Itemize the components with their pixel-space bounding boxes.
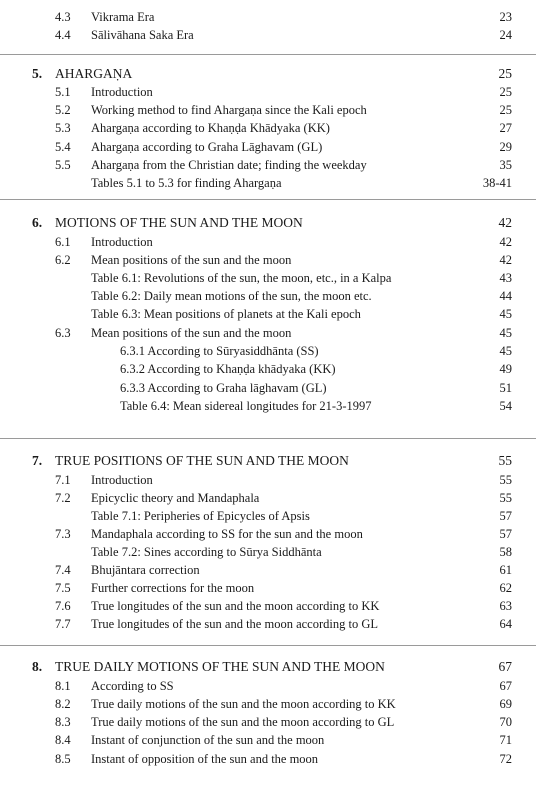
- toc-entry: [0, 119, 536, 137]
- toc-entry: [0, 615, 536, 633]
- entry-title: 6.3.2 According to Khaṇḍa khādyaka (KK): [120, 362, 336, 376]
- entry-title: Bhujāntara correction: [91, 563, 200, 577]
- entry-number: 6.3: [55, 326, 71, 340]
- toc-entry: [0, 561, 536, 579]
- entry-page-number: 63: [499, 599, 512, 613]
- toc-entry: [0, 713, 536, 731]
- toc-entry: [0, 489, 536, 507]
- entry-page-number: 42: [499, 253, 512, 267]
- entry-number: 5.1: [55, 85, 71, 99]
- entry-page-number: 67: [499, 679, 512, 693]
- entry-title: Table 7.1: Peripheries of Epicycles of Apsis: [91, 509, 310, 523]
- entry-page-number: 55: [499, 473, 512, 487]
- toc-entry: [0, 156, 536, 174]
- toc-entry: [0, 83, 536, 101]
- toc-entry: [0, 26, 536, 44]
- entry-page-number: 54: [499, 399, 512, 413]
- entry-number: 8.: [32, 659, 43, 674]
- entry-page-number: 57: [499, 509, 512, 523]
- entry-number: 5.: [32, 66, 43, 81]
- chapter-entry: [0, 65, 536, 83]
- entry-title: Table 6.3: Mean positions of planets at the Kali epoch: [91, 307, 361, 321]
- entry-title: Table 6.4: Mean sidereal longitudes for 21-3-1997: [120, 399, 372, 413]
- entry-page-number: 42: [498, 215, 512, 230]
- section-divider: [0, 54, 536, 55]
- entry-title: Mean positions of the sun and the moon: [91, 253, 292, 267]
- entry-title: Table 6.2: Daily mean motions of the sun, the moon etc.: [91, 289, 372, 303]
- entry-page-number: 44: [499, 289, 512, 303]
- entry-page-number: 29: [499, 140, 512, 154]
- entry-title: 6.3.1 According to Sūryasiddhānta (SS): [120, 344, 319, 358]
- entry-title: AHARGAṆA: [55, 66, 133, 81]
- entry-page-number: 72: [499, 752, 512, 766]
- entry-page-number: 25: [499, 85, 512, 99]
- entry-title: True longitudes of the sun and the moon according to KK: [91, 599, 380, 613]
- entry-page-number: 23: [499, 10, 512, 24]
- entry-number: 8.4: [55, 733, 71, 747]
- entry-page-number: 57: [499, 527, 512, 541]
- entry-page-number: 49: [499, 362, 512, 376]
- toc-entry: [0, 695, 536, 713]
- toc-entry: [0, 507, 536, 525]
- entry-number: 5.3: [55, 121, 71, 135]
- entry-title: True daily motions of the sun and the moon according to KK: [91, 697, 396, 711]
- entry-page-number: 42: [499, 235, 512, 249]
- section-divider: [0, 438, 536, 439]
- section-divider: [0, 645, 536, 646]
- entry-page-number: 55: [499, 491, 512, 505]
- entry-number: 7.1: [55, 473, 71, 487]
- entry-page-number: 55: [498, 453, 512, 468]
- toc-entry: [0, 305, 536, 323]
- entry-title: Mean positions of the sun and the moon: [91, 326, 292, 340]
- entry-page-number: 25: [498, 66, 512, 81]
- entry-title: Ahargaṇa according to Graha Lāghavam (GL): [91, 140, 323, 154]
- entry-number: 8.3: [55, 715, 71, 729]
- entry-title: Introduction: [91, 85, 153, 99]
- entry-title: Ahargaṇa from the Christian date; finding the weekday: [91, 158, 367, 172]
- entry-number: 7.2: [55, 491, 71, 505]
- entry-number: 5.2: [55, 103, 71, 117]
- entry-page-number: 38-41: [482, 176, 512, 190]
- entry-title: TRUE DAILY MOTIONS OF THE SUN AND THE MOON: [55, 659, 385, 674]
- entry-title: Introduction: [91, 473, 153, 487]
- toc-entry: [0, 269, 536, 287]
- entry-title: Working method to find Ahargaṇa since the Kali epoch: [91, 103, 367, 117]
- entry-title: Table 7.2: Sines according to Sūrya Siddhānta: [91, 545, 322, 559]
- entry-page-number: 45: [499, 344, 512, 358]
- entry-title: TRUE POSITIONS OF THE SUN AND THE MOON: [55, 453, 349, 468]
- entry-title: Introduction: [91, 235, 153, 249]
- chapter-entry: [0, 452, 536, 470]
- entry-page-number: 70: [499, 715, 512, 729]
- entry-title: 6.3.3 According to Graha lāghavam (GL): [120, 381, 327, 395]
- entry-number: 7.4: [55, 563, 71, 577]
- toc-entry: [0, 750, 536, 768]
- entry-title: Further corrections for the moon: [91, 581, 255, 595]
- toc-entry: [0, 287, 536, 305]
- entry-title: True daily motions of the sun and the moon according to GL: [91, 715, 395, 729]
- entry-number: 4.4: [55, 28, 71, 42]
- toc-entry: [0, 101, 536, 119]
- toc-entry: [0, 525, 536, 543]
- entry-number: 8.2: [55, 697, 71, 711]
- entry-title: Sālivāhana Saka Era: [91, 28, 194, 42]
- entry-page-number: 64: [499, 617, 512, 631]
- toc-entry: [0, 677, 536, 695]
- entry-page-number: 24: [499, 28, 512, 42]
- toc-entry: [0, 174, 536, 192]
- entry-title: MOTIONS OF THE SUN AND THE MOON: [55, 215, 303, 230]
- entry-page-number: 45: [499, 326, 512, 340]
- toc-entry: [0, 731, 536, 749]
- entry-page-number: 35: [499, 158, 512, 172]
- entry-title: Tables 5.1 to 5.3 for finding Ahargaṇa: [91, 176, 282, 190]
- entry-page-number: 67: [498, 659, 512, 674]
- entry-page-number: 43: [499, 271, 512, 285]
- toc-entry: [0, 397, 536, 415]
- entry-number: 8.1: [55, 679, 71, 693]
- entry-title: Vikrama Era: [91, 10, 155, 24]
- toc-entry: [0, 360, 536, 378]
- toc-entry: [0, 579, 536, 597]
- section-divider: [0, 199, 536, 200]
- entry-page-number: 62: [499, 581, 512, 595]
- toc-entry: [0, 543, 536, 561]
- entry-number: 8.5: [55, 752, 71, 766]
- entry-number: 7.5: [55, 581, 71, 595]
- entry-title: According to SS: [91, 679, 174, 693]
- entry-number: 7.: [32, 453, 43, 468]
- entry-number: 7.3: [55, 527, 71, 541]
- entry-page-number: 71: [499, 733, 512, 747]
- chapter-entry: [0, 658, 536, 676]
- entry-title: Instant of opposition of the sun and the moon: [91, 752, 319, 766]
- entry-page-number: 69: [499, 697, 512, 711]
- entry-page-number: 51: [499, 381, 512, 395]
- entry-page-number: 58: [499, 545, 512, 559]
- entry-page-number: 25: [499, 103, 512, 117]
- entry-page-number: 45: [499, 307, 512, 321]
- toc-entry: [0, 251, 536, 269]
- toc-entry: [0, 342, 536, 360]
- entry-title: Epicyclic theory and Mandaphala: [91, 491, 260, 505]
- entry-number: 4.3: [55, 10, 71, 24]
- entry-title: Instant of conjunction of the sun and the moon: [91, 733, 325, 747]
- toc-entry: [0, 138, 536, 156]
- toc-entry: [0, 8, 536, 26]
- toc-entry: [0, 233, 536, 251]
- entry-title: Mandaphala according to SS for the sun and the moon: [91, 527, 363, 541]
- entry-number: 6.2: [55, 253, 71, 267]
- toc-entry: [0, 324, 536, 342]
- entry-page-number: 61: [499, 563, 512, 577]
- entry-title: True longitudes of the sun and the moon according to GL: [91, 617, 378, 631]
- chapter-entry: [0, 214, 536, 232]
- entry-title: Ahargaṇa according to Khaṇḍa Khādyaka (KK): [91, 121, 330, 135]
- toc-entry: [0, 471, 536, 489]
- entry-number: 5.4: [55, 140, 71, 154]
- toc-entry: [0, 597, 536, 615]
- entry-number: 6.: [32, 215, 43, 230]
- entry-number: 5.5: [55, 158, 71, 172]
- entry-number: 7.6: [55, 599, 71, 613]
- entry-title: Table 6.1: Revolutions of the sun, the moon, etc., in a Kalpa: [91, 271, 392, 285]
- entry-number: 6.1: [55, 235, 71, 249]
- entry-page-number: 27: [499, 121, 512, 135]
- toc-entry: [0, 379, 536, 397]
- entry-number: 7.7: [55, 617, 71, 631]
